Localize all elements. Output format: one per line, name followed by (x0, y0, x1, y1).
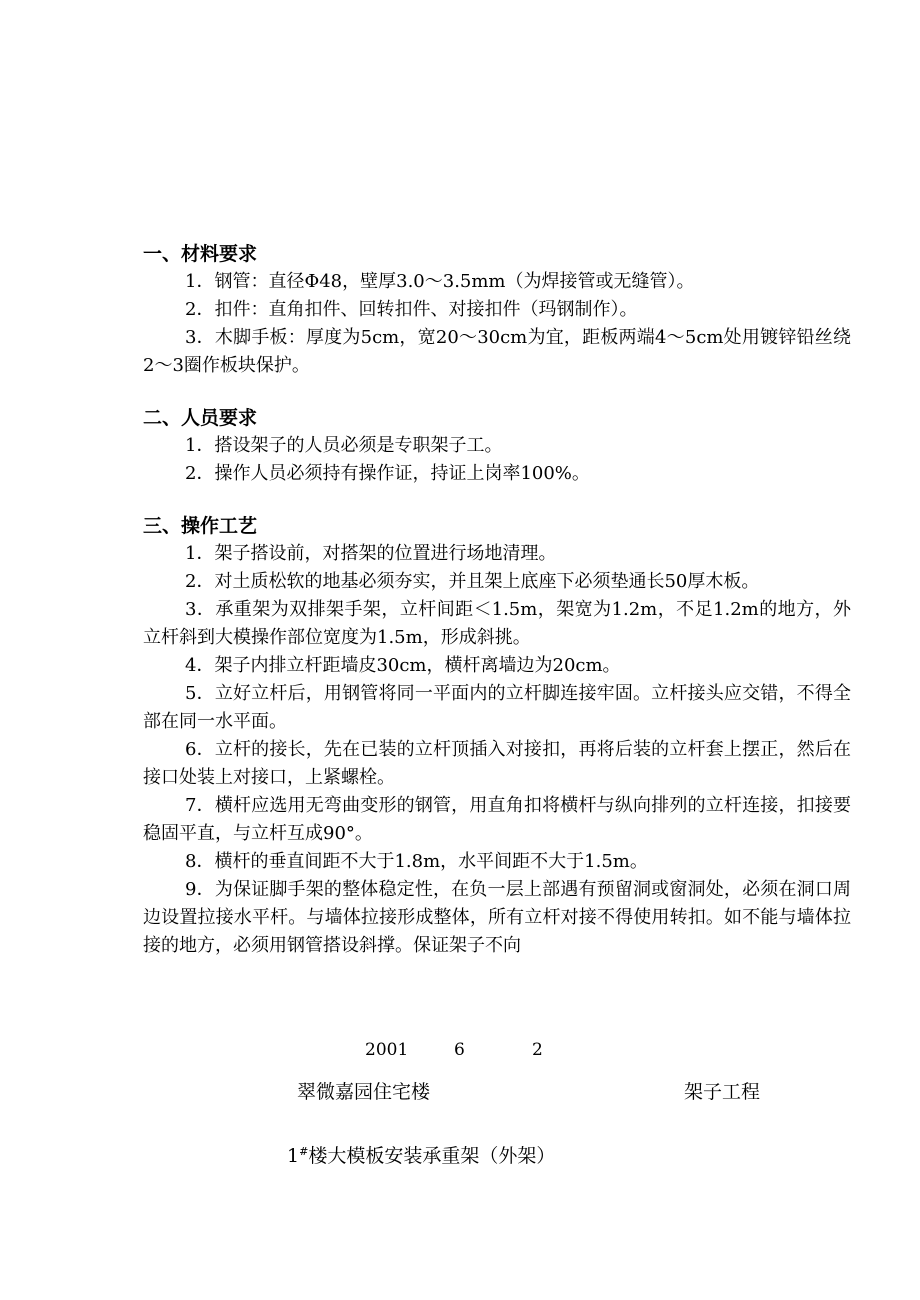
list-item: 7．横杆应选用无弯曲变形的钢管，用直角扣将横杆与纵向排列的立杆连接，扣接要稳固平直，与立杆互成90°。 (143, 795, 851, 844)
building-title-text: 楼大模板安装承重架（外架） (308, 1145, 556, 1167)
section-heading-process: 三、操作工艺 (143, 515, 258, 537)
list-item: 3．木脚手板：厚度为5cm，宽20～30cm为宜，距板两端4～5cm处用镀锌铅丝绕2～3圈作板块保护。 (143, 327, 851, 376)
list-item: 1．钢管：直径Φ48，壁厚3.0～3.5mm（为焊接管或无缝管）。 (185, 271, 695, 292)
list-item: 1．架子搭设前，对搭架的位置进行场地清理。 (185, 543, 557, 564)
building-number: 1 (287, 1145, 300, 1167)
work-type: 架子工程 (684, 1081, 761, 1103)
building-mark: # (299, 1145, 309, 1158)
list-item: 2．对土质松软的地基必须夯实，并且架上底座下必须垫通长50厚木板。 (185, 571, 760, 592)
list-item: 8．横杆的垂直间距不大于1.8m，水平间距不大于1.5m。 (185, 851, 648, 872)
project-name: 翠微嘉园住宅楼 (297, 1081, 431, 1103)
section-heading-materials: 一、材料要求 (143, 243, 258, 265)
date-day: 2 (532, 1040, 543, 1060)
list-item: 3．承重架为双排架手架，立杆间距＜1.5m，架宽为1.2m，不足1.2m的地方，外立杆斜到大模操作部位宽度为1.5m，形成斜挑。 (143, 599, 851, 648)
list-item: 2．操作人员必须持有操作证，持证上岗率100%。 (185, 463, 590, 484)
date-month: 6 (454, 1040, 465, 1060)
list-item: 2．扣件：直角扣件、回转扣件、对接扣件（玛钢制作）。 (185, 299, 638, 320)
list-item: 9．为保证脚手架的整体稳定性，在负一层上部遇有预留洞或窗洞处，必须在洞口周边设置拉接水平杆。与墙体拉接形成整体，所有立杆对接不得使用转扣。如不能与墙体拉接的地方，必须用钢管搭设斜撑。保证架子不向 (143, 879, 851, 956)
list-item: 1．搭设架子的人员必须是专职架子工。 (185, 435, 503, 456)
list-item: 4．架子内排立杆距墙皮30cm，横杆离墙边为20cm。 (185, 655, 621, 676)
date-year: 2001 (365, 1040, 409, 1060)
list-item: 6．立杆的接长，先在已装的立杆顶插入对接扣，再将后装的立杆套上摆正，然后在接口处装上对接口，上紧螺栓。 (143, 739, 851, 788)
list-item: 5．立好立杆后，用钢管将同一平面内的立杆脚连接牢固。立杆接头应交错，不得全部在同一水平面。 (143, 683, 851, 732)
building-title (287, 1138, 555, 1170)
section-heading-personnel: 二、人员要求 (143, 407, 258, 429)
